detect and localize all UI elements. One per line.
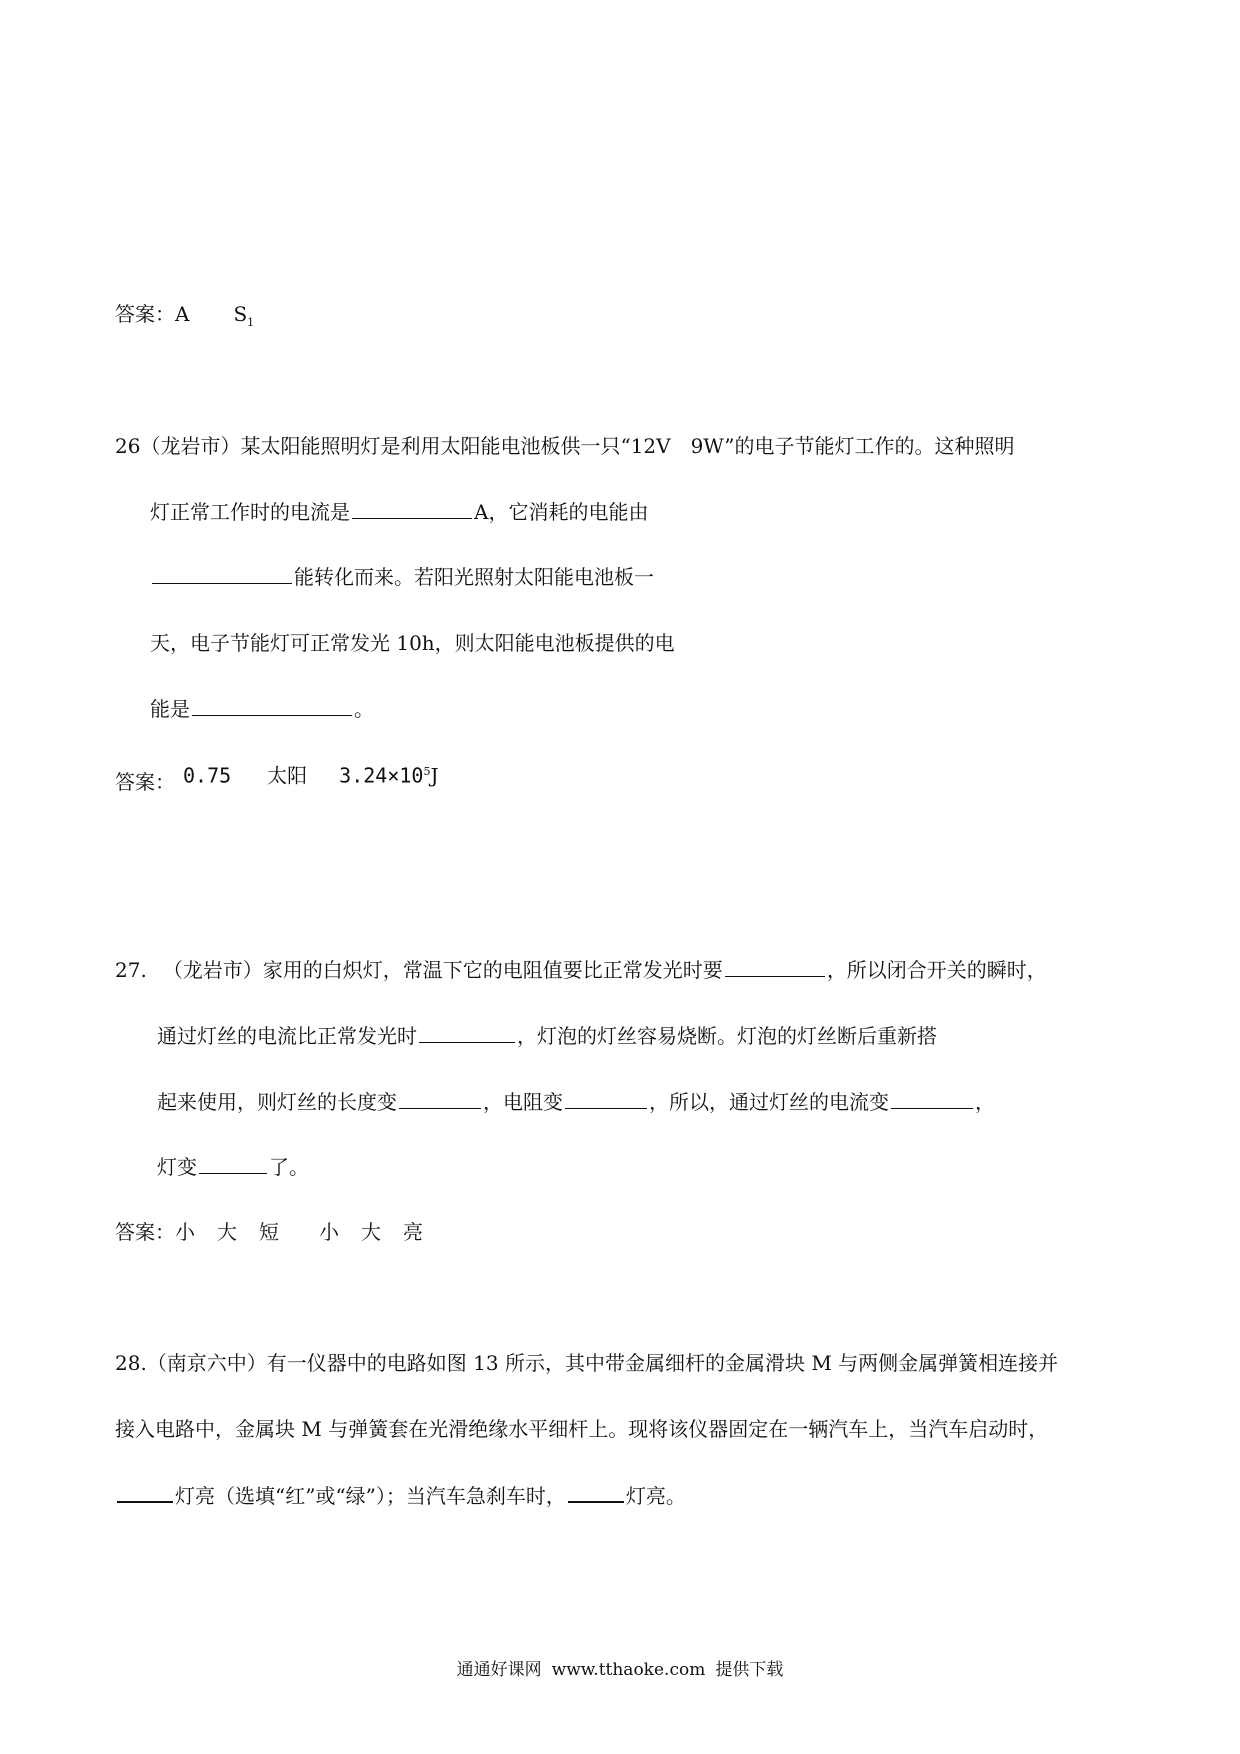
question-text: （南京六中）有一仪器中的电路如图 13 所示，其中带金属细杆的金属滑块 M 与两侧金属弹簧相连接并 xyxy=(146,1351,1059,1375)
answer-blank[interactable] xyxy=(399,1088,481,1109)
answer-25 xyxy=(115,300,254,337)
question-text: ， xyxy=(975,1090,995,1114)
answer-blank[interactable] xyxy=(419,1022,515,1043)
question-number: 27. xyxy=(115,958,147,982)
question-text: 灯亮（选填“红”或“绿”）；当汽车急刹车时， xyxy=(175,1484,566,1508)
question-text: （龙岩市）某太阳能照明灯是利用太阳能电池板供一只“12V 9W”的电子节能灯工作的。这种照明 xyxy=(140,434,1015,458)
question-number: 26 xyxy=(115,434,141,458)
question-26-line-4 xyxy=(150,629,675,657)
answer-value: 太阳 xyxy=(267,763,308,788)
answer-value: 短 xyxy=(259,1220,279,1244)
answer-value: 小 xyxy=(319,1220,339,1244)
question-28-line-2 xyxy=(115,1415,1048,1443)
answer-subscript: 1 xyxy=(247,316,255,329)
answer-blank[interactable] xyxy=(117,1481,173,1503)
question-26-line-3 xyxy=(150,563,654,591)
footer-site-name: 通通好课网 xyxy=(456,1660,542,1680)
answer-label: 答案： xyxy=(115,769,175,794)
answer-value: A xyxy=(175,302,190,326)
question-number: 28. xyxy=(115,1351,147,1375)
question-text: ，所以，通过灯丝的电流变 xyxy=(649,1090,889,1114)
answer-superscript: 5 xyxy=(423,765,431,778)
answer-value: S xyxy=(233,302,248,326)
answer-blank[interactable] xyxy=(568,1481,624,1503)
answer-value: 大 xyxy=(217,1220,237,1244)
question-text: A，它消耗的电能由 xyxy=(474,500,649,524)
question-27-line-1 xyxy=(115,956,1047,984)
question-text: 起来使用，则灯丝的长度变 xyxy=(157,1090,397,1114)
answer-value: 3.24×10 xyxy=(339,763,424,788)
answer-value: 亮 xyxy=(403,1220,423,1244)
question-28-line-1 xyxy=(115,1349,1058,1377)
question-text: ，所以闭合开关的瞬时， xyxy=(826,958,1047,982)
question-text: 通过灯丝的电流比正常发光时 xyxy=(157,1024,417,1048)
answer-26 xyxy=(115,758,439,794)
question-27-line-2 xyxy=(157,1022,937,1050)
question-text: 灯正常工作时的电流是 xyxy=(150,500,350,524)
footer-url[interactable]: www.tthaoke.com xyxy=(551,1660,706,1680)
answer-blank[interactable] xyxy=(352,498,472,519)
question-text: 灯变 xyxy=(157,1155,197,1179)
question-text: ，灯泡的灯丝容易烧断。灯泡的灯丝断后重新搭 xyxy=(517,1024,937,1048)
answer-value: 小 xyxy=(175,1220,195,1244)
answer-value: 大 xyxy=(361,1220,381,1244)
question-text: 了。 xyxy=(269,1155,309,1179)
question-28-line-3 xyxy=(115,1481,686,1510)
question-text: （龙岩市）家用的白炽灯，常温下它的电阻值要比正常发光时要 xyxy=(162,958,723,982)
answer-blank[interactable] xyxy=(192,695,352,716)
answer-blank[interactable] xyxy=(891,1088,973,1109)
question-27-line-4 xyxy=(157,1153,309,1181)
answer-blank[interactable] xyxy=(199,1153,267,1174)
answer-value: 0.75 xyxy=(183,763,232,788)
question-27-line-3 xyxy=(157,1088,995,1116)
page-footer xyxy=(0,1658,1240,1682)
answer-blank[interactable] xyxy=(725,956,825,977)
question-text: 。 xyxy=(354,697,374,721)
answer-27 xyxy=(115,1218,423,1246)
footer-suffix: 提供下载 xyxy=(715,1660,784,1680)
answer-unit: J xyxy=(430,763,439,788)
question-text: 接入电路中，金属块 M 与弹簧套在光滑绝缘水平细杆上。现将该仪器固定在一辆汽车上，当汽车启动时， xyxy=(115,1417,1049,1441)
answer-label: 答案： xyxy=(115,302,175,326)
answer-label: 答案： xyxy=(115,1220,175,1244)
question-text: ，电阻变 xyxy=(483,1090,563,1114)
question-26-line-2 xyxy=(150,498,648,526)
question-text: 灯亮。 xyxy=(625,1484,686,1508)
question-26-line-1 xyxy=(115,432,1014,460)
answer-blank[interactable] xyxy=(565,1088,647,1109)
question-text: 能转化而来。若阳光照射太阳能电池板一 xyxy=(294,565,654,589)
question-text: 天，电子节能灯可正常发光 10h，则太阳能电池板提供的电 xyxy=(150,631,675,655)
question-text: 能是 xyxy=(150,697,190,721)
question-26-line-5 xyxy=(150,695,374,723)
answer-blank[interactable] xyxy=(152,563,292,584)
